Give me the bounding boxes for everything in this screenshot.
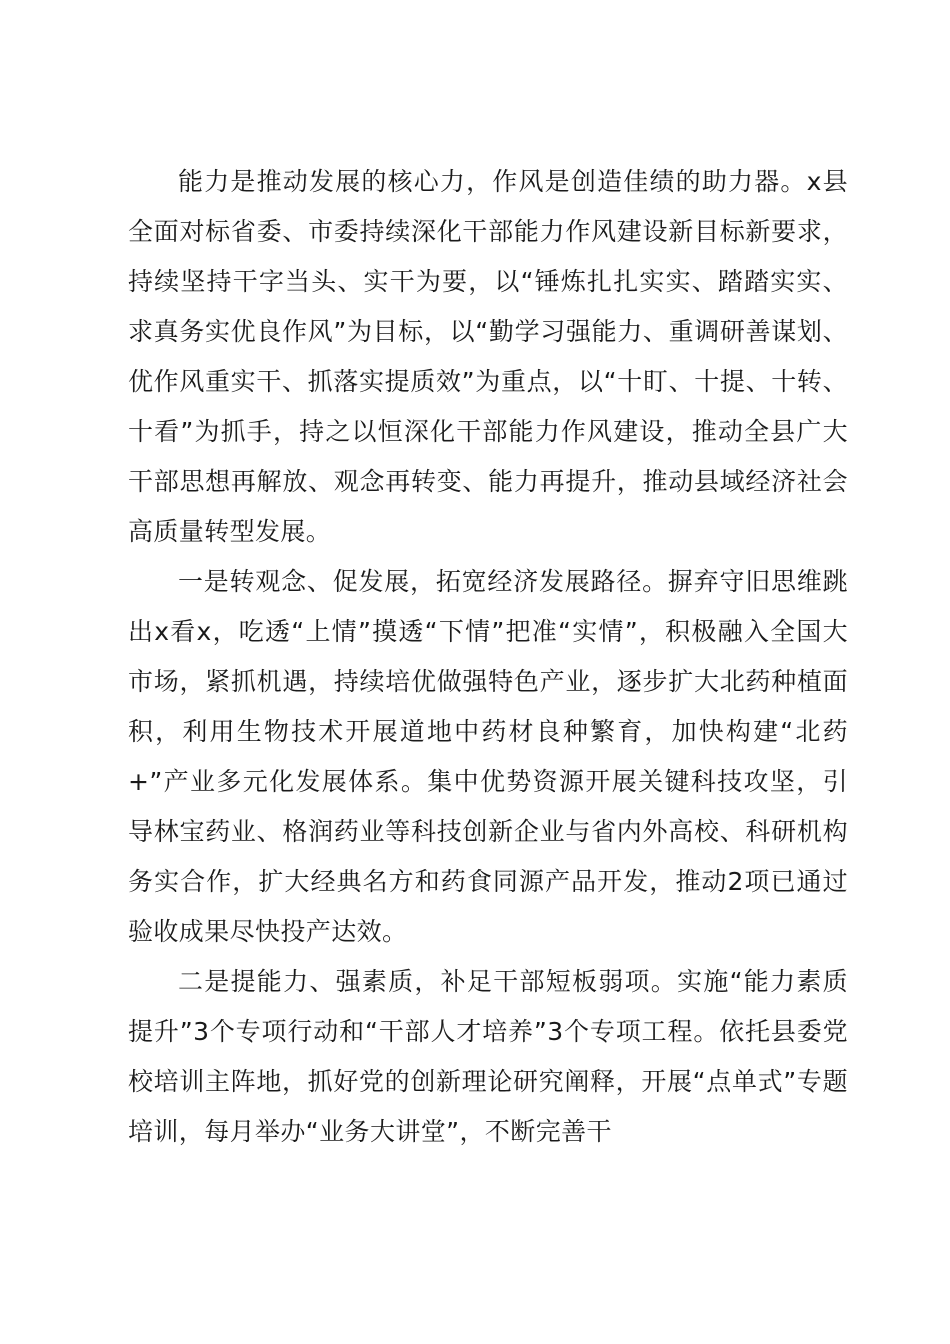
paragraph-section-two: 二是提能力、强素质，补足干部短板弱项。实施“能力素质提升”3个专项行动和“干部人才培养”3个专项工程。依托县委党校培训主阵地，抓好党的创新理论研究阐释，开展“点单式”专题培训，每月举办“业务大讲堂”，不断完善干 [128,967,848,1146]
paragraph-section-one: 一是转观念、促发展，拓宽经济发展路径。摒弃守旧思维跳出x看x，吃透“上情”摸透“下情”把准“实情”，积极融入全国大市场，紧抓机遇，持续培优做强特色产业，逐步扩大北药种植面积，利用生物技术开展道地中药材良种繁育，加快构建“北药+”产业多元化发展体系。集中优势资源开展关键科技攻坚，引导林宝药业、格润药业等科技创新企业与省内外高校、科研机构务实合作，扩大经典名方和药食同源产品开发，推动2项已通过验收成果尽快投产达效。 [128,567,848,946]
document-body [128,157,848,1157]
paragraph-intro: 能力是推动发展的核心力，作风是创造佳绩的助力器。x县全面对标省委、市委持续深化干部能力作风建设新目标新要求，持续坚持干字当头、实干为要，以“锤炼扎扎实实、踏踏实实、求真务实优良作风”为目标，以“勤学习强能力、重调研善谋划、优作风重实干、抓落实提质效”为重点，以“十盯、十提、十转、十看”为抓手，持之以恒深化干部能力作风建设，推动全县广大干部思想再解放、观念再转变、能力再提升，推动县域经济社会高质量转型发展。 [128,167,848,546]
